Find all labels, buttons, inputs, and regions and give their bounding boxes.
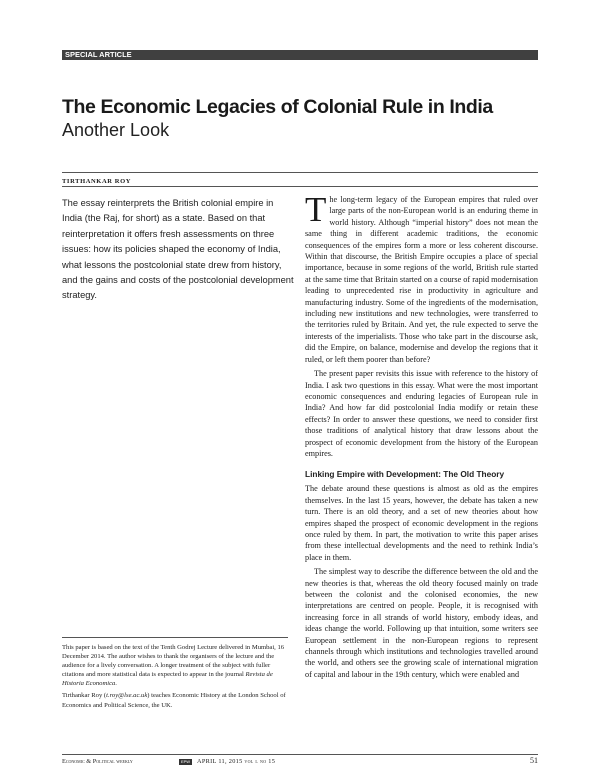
footer-journal: Economic & Political weekly — [62, 758, 133, 765]
body-paragraph: The debate around these questions is almost as old as the empires themselves. In the last 15 years, however, the debate has taken a new turn. There is an old theory, and a set of new theories about how empires shaped the prospect of economic development in the regions once ruled by them. In part, the motivation to write this paper arises from these intellectual developments and the need to rethink India’s place in them. — [305, 484, 538, 562]
author-divider — [62, 186, 538, 187]
abstract: The essay reinterprets the British colonial empire in India (the Raj, for short) as a state. Based on that reinterpretation it offers fresh assessments on three issues: how its policies shaped the economy of India, what lessons the postcolonial state drew from history, and the gains and costs of the postcolonial development strategy. — [62, 198, 294, 301]
journal-name: Revista de Historia Economica — [62, 671, 273, 688]
author-email[interactable]: t.roy@lse.ac.uk — [106, 692, 148, 700]
body-paragraph: The present paper revisits this issue with reference to the history of India. I ask two questions in this essay. What were the most important economic consequences and enduring legacies of European rule in India? And how far did postcolonial India modify or retain these effects? In order to answer these questions, we need to consider first those traditions of analytical history that draw lessons about the prospect of economic development from the history of the European empires. — [305, 369, 538, 458]
footnote — [62, 643, 288, 713]
section-heading: Linking Empire with Development: The Old Theory — [305, 469, 505, 480]
footer-issue-date: APRIL 11, 2015 vol l no 15 — [197, 758, 276, 765]
title-divider — [62, 172, 538, 173]
body-paragraph: The long-term legacy of the European empires that ruled over large parts of the non-European world is an enduring theme in world history. Although “imperial history” does not mean the same thing in different academic traditions, the economic consequences of the empires form a more or less coherent discourse. Within that discourse, the British Empire occupies a place of special importance, because in some regions of the world, British rule started at the same time that Britain started on a course of rapid modernisation leading to unprecedented rise in productivity in agriculture and manufacturing industry. Some of the ingredients of the modernisation, including new institutions and new technologies, were transferred to the territories ruled by Britain. And yet, the rule expected to serve the interests of the imperialists. Those who take part in the discourse ask, did the Empire, on balance, modernise and develop the regions that it ruled, or left them poorer than before? — [305, 190, 538, 364]
epw-logo-icon: EPW — [180, 759, 191, 764]
body-paragraph: The simplest way to describe the difference between the old and the new theories is that, whereas the old theory focused mainly on trade between the colonist and the colonised economies, the new interpretations are centred on people. People, it is recognised with increasing force in all strands of world history, embody ideas, and ideas change the world. Following up that intuition, some writers see European settlement in the non-European regions to represent channels through which institutions and technologies travelled around the world, and others see the growing scale of international migration of capital and labour in the 19th century, which were enabled and — [305, 567, 538, 679]
page-number: 51 — [530, 756, 538, 765]
lecture-note: This paper is based on the text of the Tenth Godrej Lecture delivered in Mumbai, 16 December 2014. The author wishes to thank the organisers of the lecture and the audience for a lively conversation. A longer treatment of the subject with fuller citations and more statistical data is expected to appear in the journal Revista de Historia Economica. — [62, 644, 285, 688]
author-bio: Tirthankar Roy (t.roy@lse.ac.uk) teaches Economic History at the London School of Economics and Political Science, the UK. — [62, 692, 286, 709]
section-tag: SPECIAL ARTICLE — [62, 50, 538, 60]
article-body — [305, 190, 538, 683]
drop-cap: T — [305, 190, 327, 229]
footer-divider — [62, 754, 538, 755]
article-subtitle: Another Look — [62, 120, 170, 140]
page-footer — [62, 758, 538, 770]
article-title: The Economic Legacies of Colonial Rule in India — [62, 96, 493, 118]
footnote-divider — [62, 637, 288, 638]
author-name: TIRTHANKAR ROY — [62, 178, 132, 185]
